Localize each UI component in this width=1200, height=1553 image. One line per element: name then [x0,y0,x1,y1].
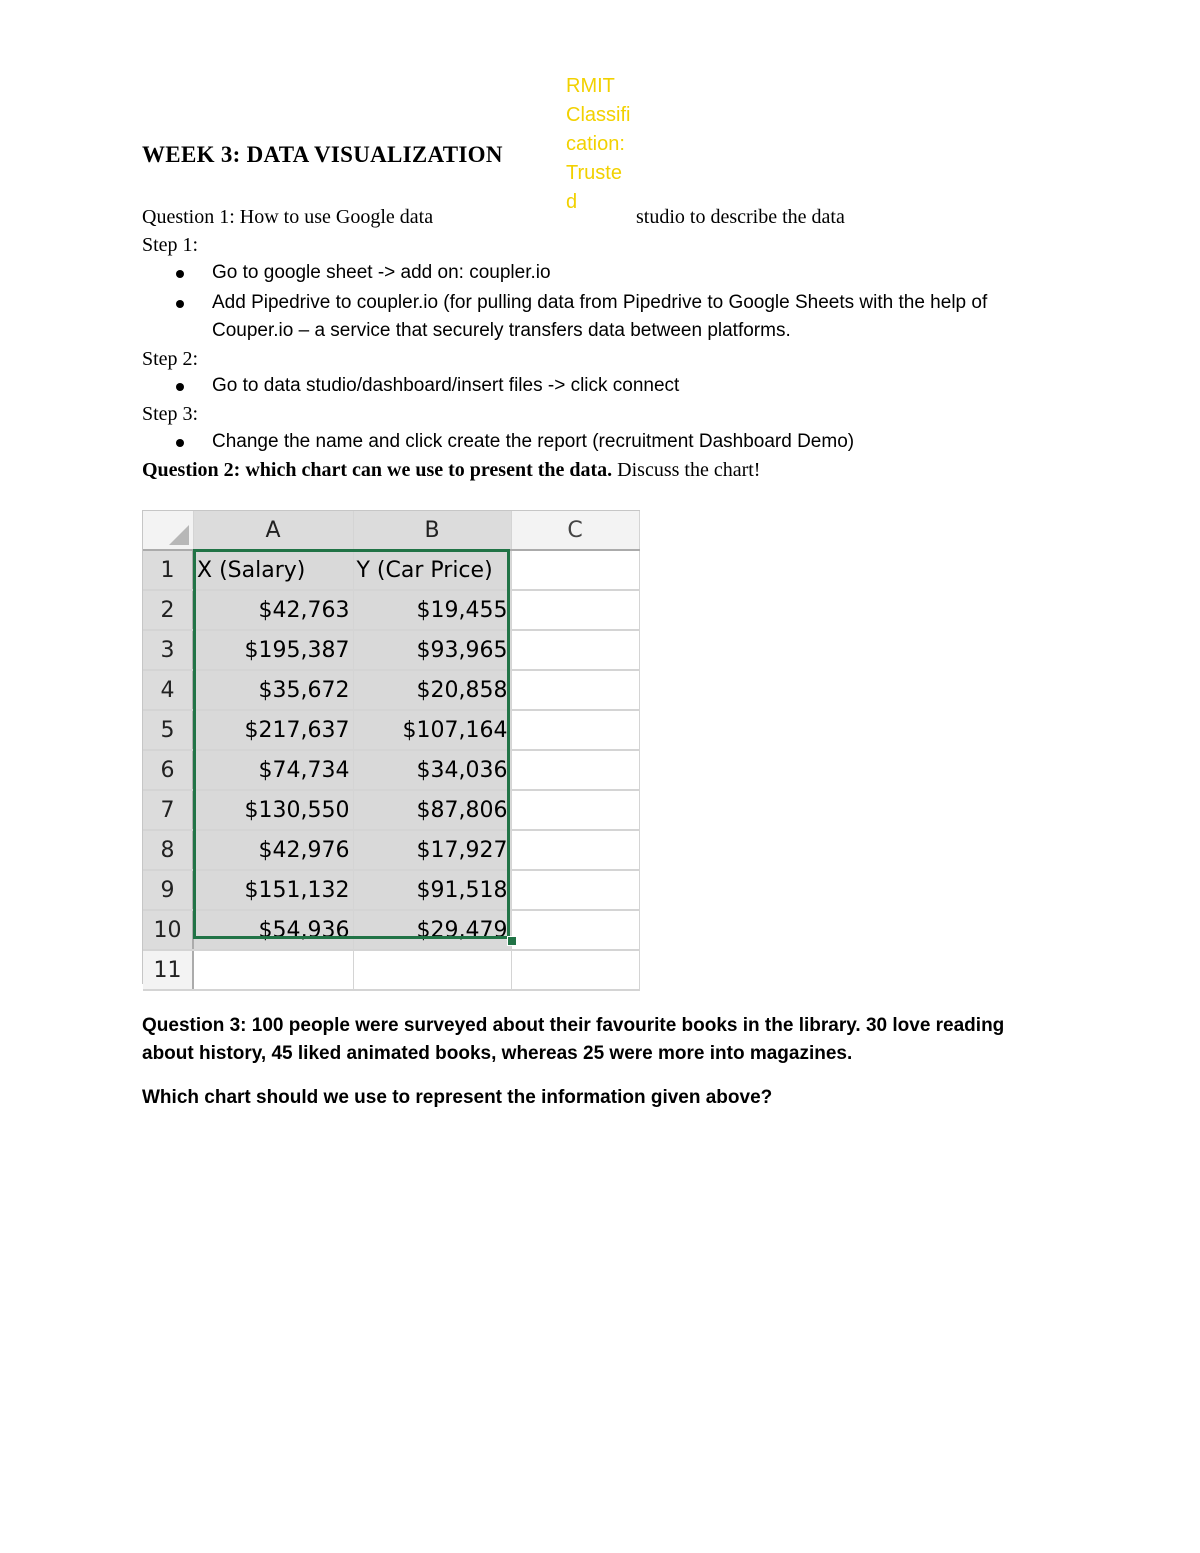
cell[interactable]: $107,164 [353,710,511,750]
classification-line: d [566,191,578,213]
cell[interactable] [511,870,639,910]
cell[interactable] [511,790,639,830]
cell[interactable]: Y (Car Price) [353,550,511,590]
row-header[interactable]: 9 [143,870,193,910]
row-header[interactable]: 5 [143,710,193,750]
column-header[interactable]: C [511,511,639,550]
list-item-text: Change the name and click create the report (recruitment Dashboard Demo) [212,431,855,452]
bullet-icon [176,270,184,278]
row-header[interactable]: 10 [143,910,193,950]
question-2-bold: Question 2: which chart can we use to present the data. [142,459,613,481]
fill-handle[interactable] [507,936,517,946]
row-header[interactable]: 7 [143,790,193,830]
row-header[interactable]: 3 [143,630,193,670]
row-header[interactable]: 4 [143,670,193,710]
list-item-text: Add Pipedrive to coupler.io (for pulling data from Pipedrive to Google Sheets with the help of Couper.io – a service that securely transfers data between platforms. [212,292,988,341]
page-title: WEEK 3: DATA VISUALIZATION [142,142,503,167]
cell[interactable]: $217,637 [193,710,353,750]
question-2-text [142,459,760,482]
classification-line: cation: [566,133,625,155]
row-header[interactable]: 11 [143,950,193,990]
list-item-text: Go to data studio/dashboard/insert files -> click connect [212,375,680,396]
cell[interactable] [511,750,639,790]
row-header[interactable]: 1 [143,550,193,590]
row-header[interactable]: 6 [143,750,193,790]
cell[interactable]: $17,927 [353,830,511,870]
bullet-icon [176,300,184,308]
classification-label [566,72,638,217]
classification-line: Truste [566,162,622,184]
question-3-text: Question 3: 100 people were surveyed about their favourite books in the library. 30 love reading about history, 45 liked animated books, whereas 25 were more into magazines. [142,1015,1005,1064]
cell[interactable]: $19,455 [353,590,511,630]
cell[interactable]: $35,672 [193,670,353,710]
bullet-icon [176,439,184,447]
cell[interactable]: $20,858 [353,670,511,710]
question-1-text: Question 1: How to use Google data [142,206,434,228]
list-item-text: Go to google sheet -> add on: coupler.io [212,262,551,283]
cell[interactable] [511,550,639,590]
cell[interactable]: $87,806 [353,790,511,830]
row-header[interactable]: 2 [143,590,193,630]
bullet-icon [176,383,184,391]
classification-line: RMIT [566,75,615,97]
question-2-normal: Discuss the chart! [617,459,761,481]
cell[interactable]: $34,036 [353,750,511,790]
cell[interactable]: $91,518 [353,870,511,910]
cell[interactable]: $42,763 [193,590,353,630]
cell[interactable] [511,830,639,870]
question-3-followup: Which chart should we use to represent the information given above? [142,1087,773,1108]
cell[interactable] [511,670,639,710]
column-header[interactable]: B [353,511,511,550]
cell[interactable] [511,710,639,750]
spreadsheet [142,510,640,984]
select-all-icon [169,525,189,545]
cell[interactable]: $74,734 [193,750,353,790]
list-item [212,428,1042,456]
step-1-label: Step 1: [142,234,199,256]
select-all-corner[interactable] [143,511,193,550]
cell[interactable]: $29,479 [353,910,511,950]
cell[interactable] [353,950,511,990]
list-item [212,289,1042,345]
cell[interactable]: $195,387 [193,630,353,670]
cell[interactable] [511,910,639,950]
step-3-label: Step 3: [142,403,199,425]
row-header[interactable]: 8 [143,830,193,870]
cell[interactable] [511,950,639,990]
list-item [212,372,1042,400]
cell[interactable]: $42,976 [193,830,353,870]
cell[interactable] [511,590,639,630]
classification-line: Classifi [566,104,631,126]
cell[interactable]: $130,550 [193,790,353,830]
cell[interactable]: $54,936 [193,910,353,950]
question-1-text-continued: studio to describe the data [636,206,845,228]
cell[interactable]: $93,965 [353,630,511,670]
cell[interactable] [511,630,639,670]
cell[interactable]: $151,132 [193,870,353,910]
column-header[interactable]: A [193,511,353,550]
cell[interactable] [193,950,353,990]
step-2-label: Step 2: [142,348,199,370]
list-item [212,259,1042,287]
cell[interactable]: X (Salary) [193,550,353,590]
